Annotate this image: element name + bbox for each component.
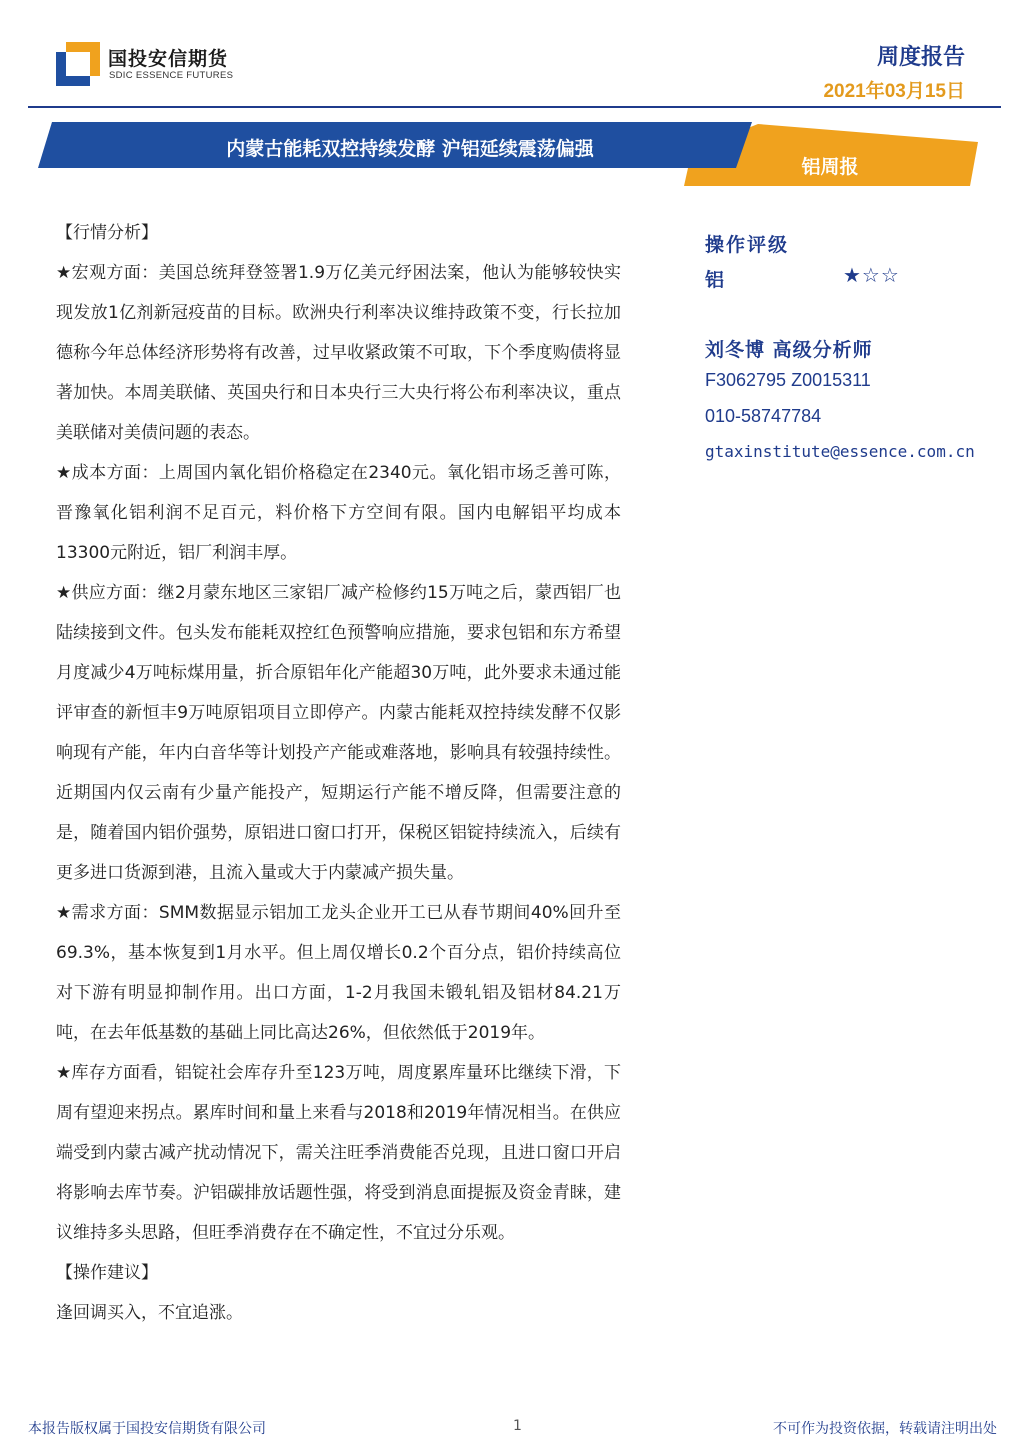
page-footer xyxy=(28,1418,997,1440)
paragraph-inventory: ★库存方面看，铝锭社会库存升至123万吨，周度累库量环比继续下滑，下周有望迎来拐点。累库时间和量上来看与2018和2019年情况相当。在供应端受到内蒙古减产扰动情况下，需关注旺季消费能否兑现，且进口窗口开启将影响去库节奏。沪铝碳排放话题性强，将受到消息面提振及资金青睐，建议维持多头思路，但旺季消费存在不确定性，不宜过分乐观。 xyxy=(56,1063,621,1243)
header-divider xyxy=(28,106,1001,108)
company-name-en: SDIC ESSENCE FUTURES xyxy=(109,70,234,81)
copyright-notice: 本报告版权属于国投安信期货有限公司 xyxy=(28,1421,266,1437)
report-type: 周度报告 xyxy=(876,45,965,70)
rating-heading: 操作评级 xyxy=(705,234,790,256)
logo-square-icon xyxy=(56,42,100,86)
page-number: 1 xyxy=(513,1418,522,1434)
report-tag: 铝周报 xyxy=(801,156,859,178)
rating-label: 铝 xyxy=(705,269,725,291)
analyst-email[interactable]: gtaxinstitute@essence.com.cn xyxy=(705,442,975,461)
company-name-cn: 国投安信期货 xyxy=(108,48,229,70)
main-content xyxy=(56,213,621,1333)
report-date: 2021年03月15日 xyxy=(823,81,965,102)
sidebar xyxy=(705,230,1020,470)
rating-stars-icon: ★☆☆ xyxy=(843,263,900,287)
rating-row xyxy=(705,263,1020,297)
analyst-license: F3062795 Z0015311 xyxy=(705,370,871,390)
paragraph-advice: 逢回调买入，不宜追涨。 xyxy=(56,1303,243,1323)
section-heading-advice: 【操作建议】 xyxy=(56,1263,158,1283)
report-title: 内蒙古能耗双控持续发酵 沪铝延续震荡偏强 xyxy=(226,138,594,160)
disclaimer-notice: 不可作为投资依据，转载请注明出处 xyxy=(773,1421,997,1437)
paragraph-macro: ★宏观方面：美国总统拜登签署1.9万亿美元纾困法案，他认为能够较快实现发放1亿剂新冠疫苗的目标。欧洲央行利率决议维持政策不变，行长拉加德称今年总体经济形势将有改善，过早收紧政策不可取，下个季度购债将显著加快。本周美联储、英国央行和日本央行三大央行将公布利率决议，重点美联储对美债问题的表态。 xyxy=(56,263,621,443)
analyst-phone: 010-58747784 xyxy=(705,406,822,426)
paragraph-cost: ★成本方面：上周国内氧化铝价格稳定在2340元。氧化铝市场乏善可陈，晋豫氧化铝利润不足百元，料价格下方空间有限。国内电解铝平均成本13300元附近，铝厂利润丰厚。 xyxy=(56,463,621,563)
company-logo xyxy=(56,42,246,90)
paragraph-demand: ★需求方面：SMM数据显示铝加工龙头企业开工已从春节期间40%回升至69.3%，基本恢复到1月水平。但上周仅增长0.2个百分点，铝价持续高位对下游有明显抑制作用。出口方面，1-2月我国未锻轧铝及铝材84.21万吨，在去年低基数的基础上同比高达26%，但依然低于2019年。 xyxy=(56,903,621,1043)
section-heading-analysis: 【行情分析】 xyxy=(56,223,158,243)
analyst-name: 刘冬博 高级分析师 xyxy=(705,339,873,361)
paragraph-supply: ★供应方面：继2月蒙东地区三家铝厂减产检修约15万吨之后，蒙西铝厂也陆续接到文件。包头发布能耗双控红色预警响应措施，要求包铝和东方希望月度减少4万吨标煤用量，折合原铝年化产能超30万吨，此外要求未通过能评审查的新恒丰9万吨原铝项目立即停产。内蒙古能耗双控持续发酵不仅影响现有产能，年内白音华等计划投产产能或难落地，影响具有较强持续性。近期国内仅云南有少量产能投产，短期运行产能不增反降，但需要注意的是，随着国内铝价强势，原铝进口窗口打开，保税区铝锭持续流入，后续有更多进口货源到港，且流入量或大于内蒙减产损失量。 xyxy=(56,583,621,883)
